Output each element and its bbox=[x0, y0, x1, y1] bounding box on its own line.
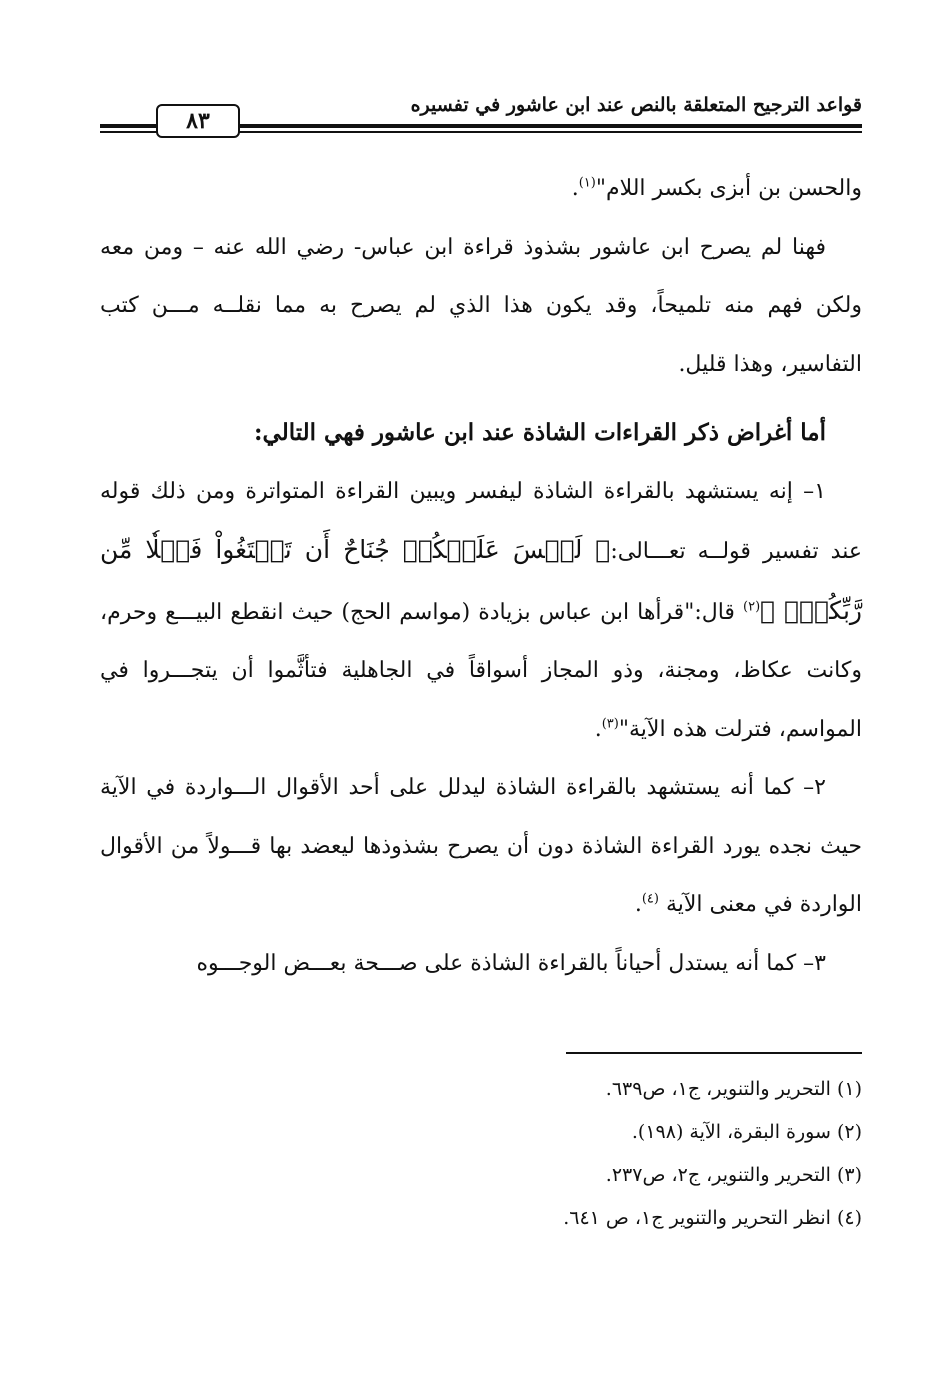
paragraph-1: فهنا لم يصرح ابن عاشور بشذوذ قراءة ابن عباس- رضي الله عنه – ومن معه ولكن فهم منه تلميحاً، وقد يكون هذا الذي لم يصرح به مما نقلــه مـــن كتب التفاسير، وهذا قليل. bbox=[100, 234, 862, 377]
footnote-1: (١) التحرير والتنوير، ج١، ص٦٣٩. bbox=[605, 1078, 862, 1100]
footnote-3: (٣) التحرير والتنوير، ج٢، ص٢٣٧. bbox=[605, 1164, 862, 1186]
main-text bbox=[100, 160, 862, 993]
running-header bbox=[100, 88, 862, 148]
footnote-ref-1: (١) bbox=[578, 175, 596, 191]
quran-verse: ﴿ لَيۡسَ عَلَيۡكُمۡ جُنَاحٌ أَن تَبۡتَغُواْ فَضۡلٗا مِّن رَّبِّكُمۡۚ ﴾ bbox=[100, 535, 862, 625]
footnote-2: (٢) سورة البقرة، الآية (١٩٨). bbox=[631, 1121, 862, 1143]
list-item-2: ٢– كما أنه يستشهد بالقراءة الشاذة ليدلل على أحد الأقوال الـــواردة في الآية حيث نجده يورد القراءة الشاذة دون أن يصرح بشذوذها ليعضد بها قـــولاً من الأقوال الواردة في معنى الآية $^{(٤)}$. bbox=[100, 775, 862, 917]
footnote-ref-3: (٣) bbox=[601, 716, 619, 732]
footnote-separator bbox=[566, 1052, 862, 1054]
footnote-ref-4: (٤) bbox=[641, 891, 659, 907]
section-heading: أما أغراض ذكر القراءات الشاذة عند ابن عاشور فهي التالي: bbox=[254, 419, 826, 446]
page-number: ٨٣ bbox=[156, 104, 240, 138]
header-title: قواعد الترجيح المتعلقة بالنص عند ابن عاشور في تفسيره bbox=[410, 94, 862, 116]
footnote-ref-2: (٢) bbox=[743, 599, 761, 615]
list-item-3: ٣– كما أنه يستدل أحياناً بالقراءة الشاذة على صـــحة بعـــض الوجـــوه bbox=[196, 950, 826, 976]
footnotes bbox=[100, 1068, 862, 1240]
footnote-4: (٤) انظر التحرير والتنوير ج١، ص ٦٤١. bbox=[563, 1207, 862, 1229]
continuation-line: والحسن بن أبزى بكسر اللام"$^{(١)}$. bbox=[571, 175, 862, 201]
list-item-1: ١– إنه يستشهد بالقراءة الشاذة ليفسر ويبين القراءة المتواترة ومن ذلك قوله عند تفسير قولــه تعـــالى:﴿ لَيۡسَ عَلَيۡكُمۡ جُنَاحٌ أَن تَبۡتَغُواْ فَضۡلٗا مِّن رَّبِّكُمۡۚ ﴾$^{(٢)}$ قال:"قرأها ابن عباس بزيادة (مواسم الحج) حيث انقطع البيـــع وحرم، وكانت عكاظ، ومجنة، وذو المجاز أسواقاً في الجاهلية فتأثَّموا أن يتجـــروا في المواسم، فترلت هذه الآية"$^{(٣)}$. bbox=[100, 478, 862, 742]
